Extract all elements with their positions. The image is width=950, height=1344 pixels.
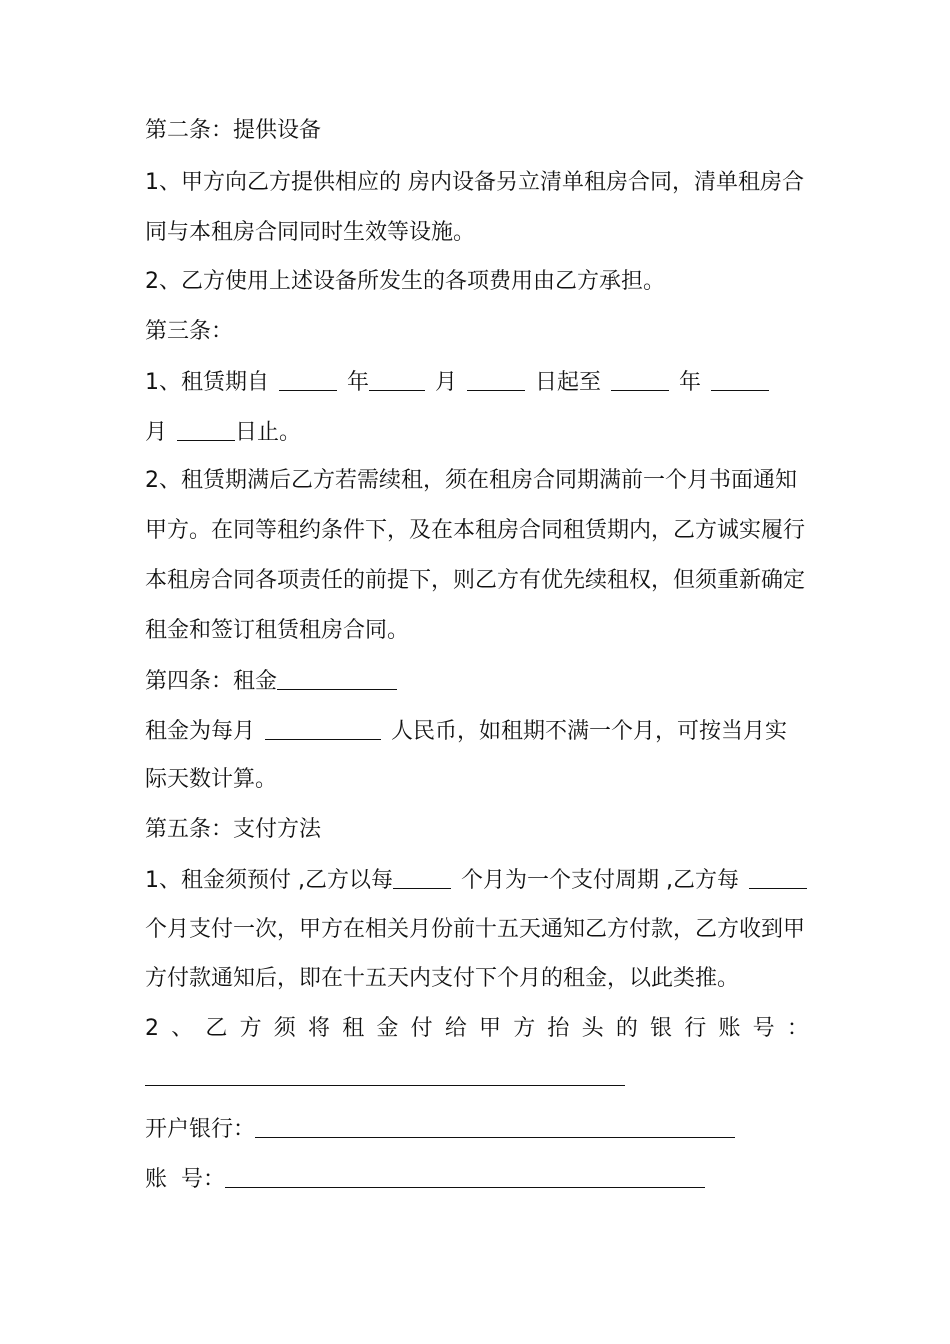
spaced-char: 银 (650, 1016, 673, 1041)
article4-p1-line2: 际天数计算。 (145, 767, 278, 792)
spaced-char: 须 (273, 1016, 296, 1041)
spaced-char: 金 (376, 1016, 399, 1041)
blank-end-day (177, 414, 235, 441)
blank-bank (255, 1111, 735, 1138)
payment-prefix: 1、租金须预付 ,乙方以每 (145, 868, 393, 893)
spaced-char: 抬 (547, 1016, 570, 1041)
spaced-char: 付 (410, 1016, 433, 1041)
article2-p1-line2: 同与本租房合同同时生效等设施。 (145, 220, 476, 245)
blank-end-year (611, 364, 669, 391)
article2-title: 第二条：提供设备 (145, 118, 322, 143)
article3-p2-line3: 本租房合同各项责任的前提下，则乙方有优先续租权，但须重新确定 (145, 568, 806, 593)
article4-title-line (145, 661, 809, 701)
article4-p1-line1 (145, 711, 809, 751)
blank-payment-period (393, 862, 451, 889)
month-label: 月 (435, 370, 458, 395)
article3-p1-line1 (145, 362, 809, 402)
blank-payment-months (749, 862, 807, 889)
article3-title: 第三条： (145, 319, 234, 344)
bank-label: 开户银行： (145, 1117, 256, 1142)
blank-account (225, 1161, 705, 1188)
spaced-char: 账 (718, 1016, 741, 1041)
account-label: 账 号： (145, 1167, 225, 1192)
bank-account-blank-line (145, 1085, 625, 1086)
article3-p1-line2 (145, 412, 809, 452)
spaced-char: 方 (513, 1016, 536, 1041)
monthly-rent-suffix: 人民币，如租期不满一个月，可按当月实 (391, 719, 788, 744)
spaced-char: 乙 (205, 1016, 228, 1041)
spaced-char: 、 (171, 1016, 194, 1041)
day-end-label: 日止。 (235, 420, 302, 445)
spaced-char: 行 (684, 1016, 707, 1041)
blank-start-day (467, 364, 525, 391)
article4-title: 第四条：租金 (145, 669, 278, 694)
account-line (145, 1159, 809, 1199)
year-label: 年 (347, 370, 370, 395)
month-label-2: 月 (145, 420, 168, 445)
day-from-label: 日起至 (535, 370, 602, 395)
blank-start-year (279, 364, 337, 391)
spaced-char: 租 (342, 1016, 365, 1041)
article2-p2: 2、乙方使用上述设备所发生的各项费用由乙方承担。 (145, 269, 665, 294)
payment-middle: 个月为一个支付周期 ,乙方每 (460, 868, 739, 893)
monthly-rent-prefix: 租金为每月 (145, 719, 256, 744)
bank-line (145, 1109, 809, 1149)
article3-p2-line4: 租金和签订租赁租房合同。 (145, 618, 410, 643)
spaced-char: 将 (308, 1016, 331, 1041)
article3-p2-line1: 2、租赁期满后乙方若需续租，须在租房合同期满前一个月书面通知 (145, 468, 797, 493)
spaced-char: 头 (581, 1016, 604, 1041)
article3-p2-line2: 甲方。在同等租约条件下，及在本租房合同租赁期内，乙方诚实履行 (145, 518, 806, 543)
spaced-char: 2 (145, 1016, 159, 1041)
article5-title: 第五条：支付方法 (145, 817, 322, 842)
spaced-char: 的 (615, 1016, 638, 1041)
spaced-char: 号 (752, 1016, 775, 1041)
year-label-2: 年 (679, 370, 702, 395)
spaced-char: 甲 (479, 1016, 502, 1041)
blank-monthly-rent (265, 713, 381, 740)
blank-end-month (711, 364, 769, 391)
article5-p1-line2: 个月支付一次，甲方在相关月份前十五天通知乙方付款，乙方收到甲 (145, 917, 806, 942)
article2-p1-line1: 1、甲方向乙方提供相应的 房内设备另立清单租房合同，清单租房合 (145, 170, 804, 195)
spaced-char: ： (786, 1016, 809, 1041)
blank-rent (277, 663, 397, 690)
article5-p1-line1 (145, 860, 809, 900)
blank-start-month (369, 364, 425, 391)
spaced-char: 给 (444, 1016, 467, 1041)
spaced-char: 方 (239, 1016, 262, 1041)
article5-p2-line1 (145, 1009, 809, 1049)
lease-period-label: 1、租赁期自 (145, 370, 269, 395)
article5-p1-line3: 方付款通知后，即在十五天内支付下个月的租金，以此类推。 (145, 966, 740, 991)
